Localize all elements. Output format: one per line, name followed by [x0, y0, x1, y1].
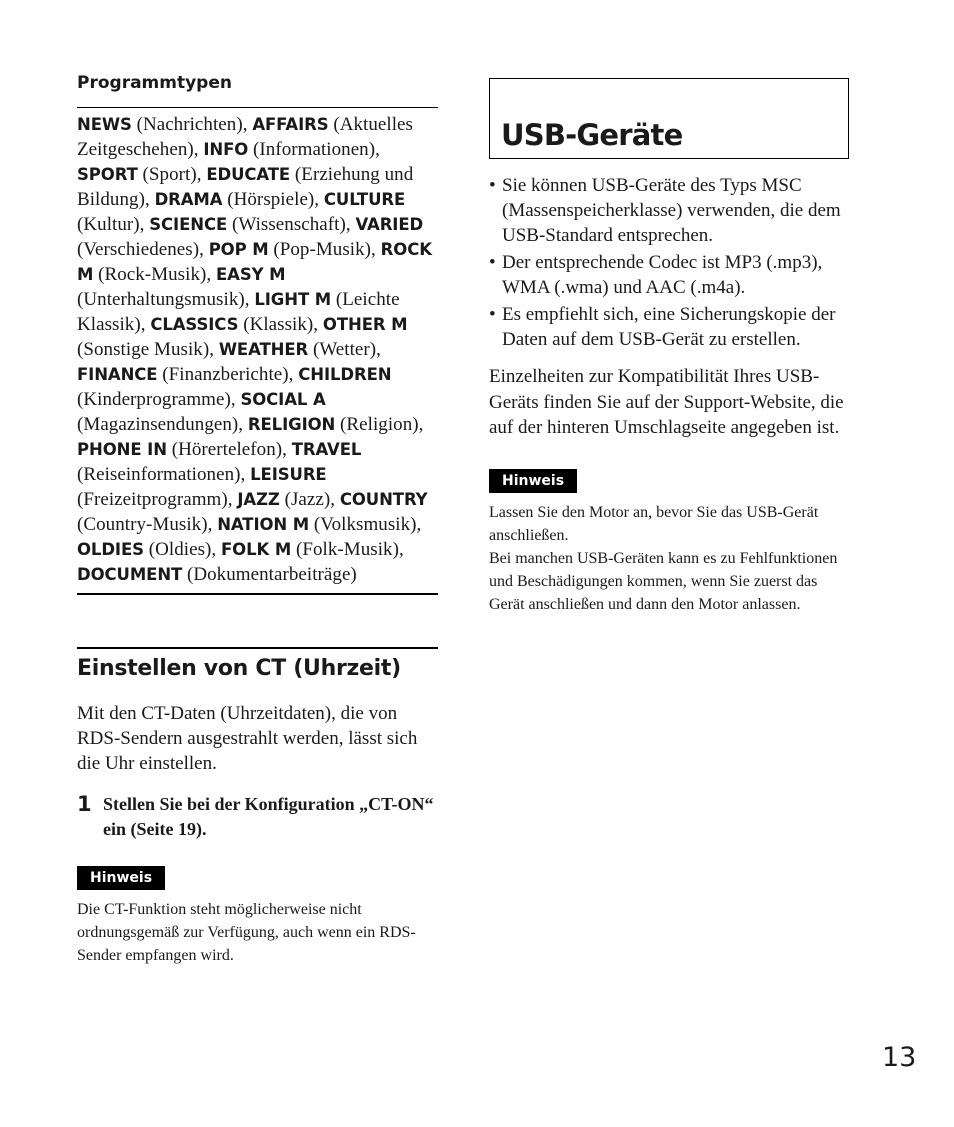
program-type-code: NATION M [217, 515, 310, 534]
program-type-desc: (Aktuelles Zeitgeschehen), [77, 114, 413, 160]
step-number: 1 [77, 792, 92, 817]
right-column [489, 78, 851, 616]
program-type-code: WEATHER [218, 340, 309, 359]
program-type-code: FOLK M [221, 540, 292, 559]
ct-intro-text: Mit den CT-Daten (Uhrzeitdaten), die von RDS-Sendern ausgestrahlt werden, lässt sich die Uhr einstellen. [77, 703, 418, 775]
program-type-code: FINANCE [77, 365, 158, 384]
program-type-code: PHONE IN [77, 440, 167, 459]
program-type-code: EDUCATE [206, 165, 291, 184]
program-type-desc: (Leichte Klassik), [77, 289, 400, 335]
program-type-item [77, 539, 221, 560]
program-type-desc: (Erziehung und Bildung), [77, 164, 414, 210]
program-type-code: ROCK M [77, 240, 432, 284]
program-type-code: LEISURE [250, 465, 327, 484]
program-type-desc: (Dokumentarbeiträge) [182, 564, 357, 585]
program-type-code: INFO [203, 140, 249, 159]
program-type-desc: (Hörspiele), [222, 189, 324, 210]
list-item: • Der entsprechende Codec ist MP3 (.mp3), WMA (.wma) und AAC (.m4a). [489, 250, 851, 300]
program-type-desc: (Informationen), [248, 139, 380, 160]
program-type-item [237, 489, 340, 510]
note-line: Lassen Sie den Motor an, bevor Sie das USB-Gerät anschließen. [489, 503, 819, 544]
program-type-desc: (Verschiedenes), [77, 239, 209, 260]
ct-step [77, 792, 438, 842]
program-type-code: COUNTRY [339, 490, 428, 509]
program-type-item [77, 364, 298, 385]
page-number: 13 [882, 1042, 917, 1073]
program-type-desc: (Sport), [137, 164, 207, 185]
program-type-desc: (Jazz), [279, 489, 340, 510]
step-text: Stellen Sie bei der Konfiguration „CT-ON“ ein (Seite 19). [103, 794, 434, 840]
program-type-desc: (Oldies), [143, 539, 221, 560]
program-type-item [219, 339, 381, 360]
program-type-item [77, 114, 252, 135]
program-type-desc: (Volksmusik), [309, 514, 422, 535]
program-type-code: SPORT [77, 165, 138, 184]
program-type-item [203, 139, 380, 160]
program-type-desc: (Sonstige Musik), [77, 339, 219, 360]
program-type-desc: (Finanzberichte), [157, 364, 299, 385]
usb-title-box [489, 78, 849, 159]
note-text [489, 501, 851, 616]
program-type-code: AFFAIRS [252, 115, 329, 134]
program-type-desc: (Freizeitprogramm), [77, 489, 238, 510]
program-type-desc: (Nachrichten), [131, 114, 253, 135]
note-badge: Hinweis [77, 866, 165, 890]
program-type-item [217, 514, 421, 535]
program-type-desc: (Klassik), [238, 314, 323, 335]
program-type-code: RELIGION [247, 415, 336, 434]
program-type-desc: (Kultur), [77, 214, 150, 235]
program-type-desc: (Pop-Musik), [268, 239, 381, 260]
program-type-item [248, 414, 424, 435]
program-type-code: POP M [208, 240, 269, 259]
program-type-item [77, 564, 357, 585]
program-type-code: DOCUMENT [77, 565, 183, 584]
note-line: Bei manchen USB-Geräten kann es zu Fehlfunktionen und Beschädigungen kommen, wenn Sie zuerst das Gerät anschließen und dann den Motor anlassen. [489, 549, 838, 613]
usb-compat-paragraph: Einzelheiten zur Kompatibilität Ihres USB-Geräts finden Sie auf der Support-Website, die auf der hinteren Umschlagseite angegeben ist. [489, 366, 844, 438]
program-type-code: JAZZ [237, 490, 280, 509]
program-type-item [155, 189, 324, 210]
program-type-item [77, 439, 292, 460]
program-type-item [221, 539, 404, 560]
program-type-code: OTHER M [322, 315, 408, 334]
program-type-code: NEWS [77, 115, 132, 134]
program-type-code: CLASSICS [150, 315, 239, 334]
program-type-code: OLDIES [77, 540, 144, 559]
program-type-code: SCIENCE [149, 215, 228, 234]
program-type-desc: (Religion), [335, 414, 424, 435]
program-type-code: LIGHT M [254, 290, 332, 309]
program-type-desc: (Magazinsendungen), [77, 414, 248, 435]
program-type-desc: (Unterhaltungsmusik), [77, 289, 255, 310]
left-column [77, 70, 438, 967]
program-type-code: TRAVEL [291, 440, 362, 459]
program-type-desc: (Reiseinformationen), [77, 464, 251, 485]
programmtypen-list [77, 108, 438, 595]
program-type-item [149, 214, 355, 235]
program-type-desc: (Wetter), [308, 339, 381, 360]
note-badge: Hinweis [489, 469, 577, 493]
program-type-desc: (Folk-Musik), [291, 539, 404, 560]
program-type-code: DRAMA [154, 190, 223, 209]
ct-note [77, 866, 438, 967]
programmtypen-heading: Programmtypen [77, 70, 438, 108]
program-type-item [150, 314, 323, 335]
ct-section-heading: Einstellen von CT (Uhrzeit) [77, 647, 438, 683]
program-type-code: CHILDREN [298, 365, 392, 384]
program-type-code: CULTURE [323, 190, 406, 209]
program-type-code: SOCIAL A [240, 390, 326, 409]
usb-section-title: USB-Geräte [501, 118, 683, 152]
program-type-desc: (Rock-Musik), [93, 264, 216, 285]
program-type-code: VARIED [355, 215, 424, 234]
note-text: Die CT-Funktion steht möglicherweise nicht ordnungsgemäß zur Verfügung, auch wenn ein RDS-Sender empfangen wird. [77, 901, 416, 965]
program-type-desc: (Country-Musik), [77, 514, 218, 535]
program-type-code: EASY M [215, 265, 286, 284]
program-type-desc: (Kinderprogramme), [77, 389, 241, 410]
program-type-item [209, 239, 381, 260]
list-item: • Sie können USB-Geräte des Typs MSC (Massenspeicherklasse) verwenden, die dem USB-Standard entsprechen. [489, 173, 851, 248]
program-type-desc: (Hörertelefon), [166, 439, 292, 460]
usb-note [489, 469, 851, 616]
usb-bullet-list [489, 173, 851, 352]
program-type-item [77, 164, 206, 185]
list-item: • Es empfiehlt sich, eine Sicherungskopie der Daten auf dem USB-Gerät zu erstellen. [489, 302, 851, 352]
program-type-desc: (Wissenschaft), [227, 214, 356, 235]
